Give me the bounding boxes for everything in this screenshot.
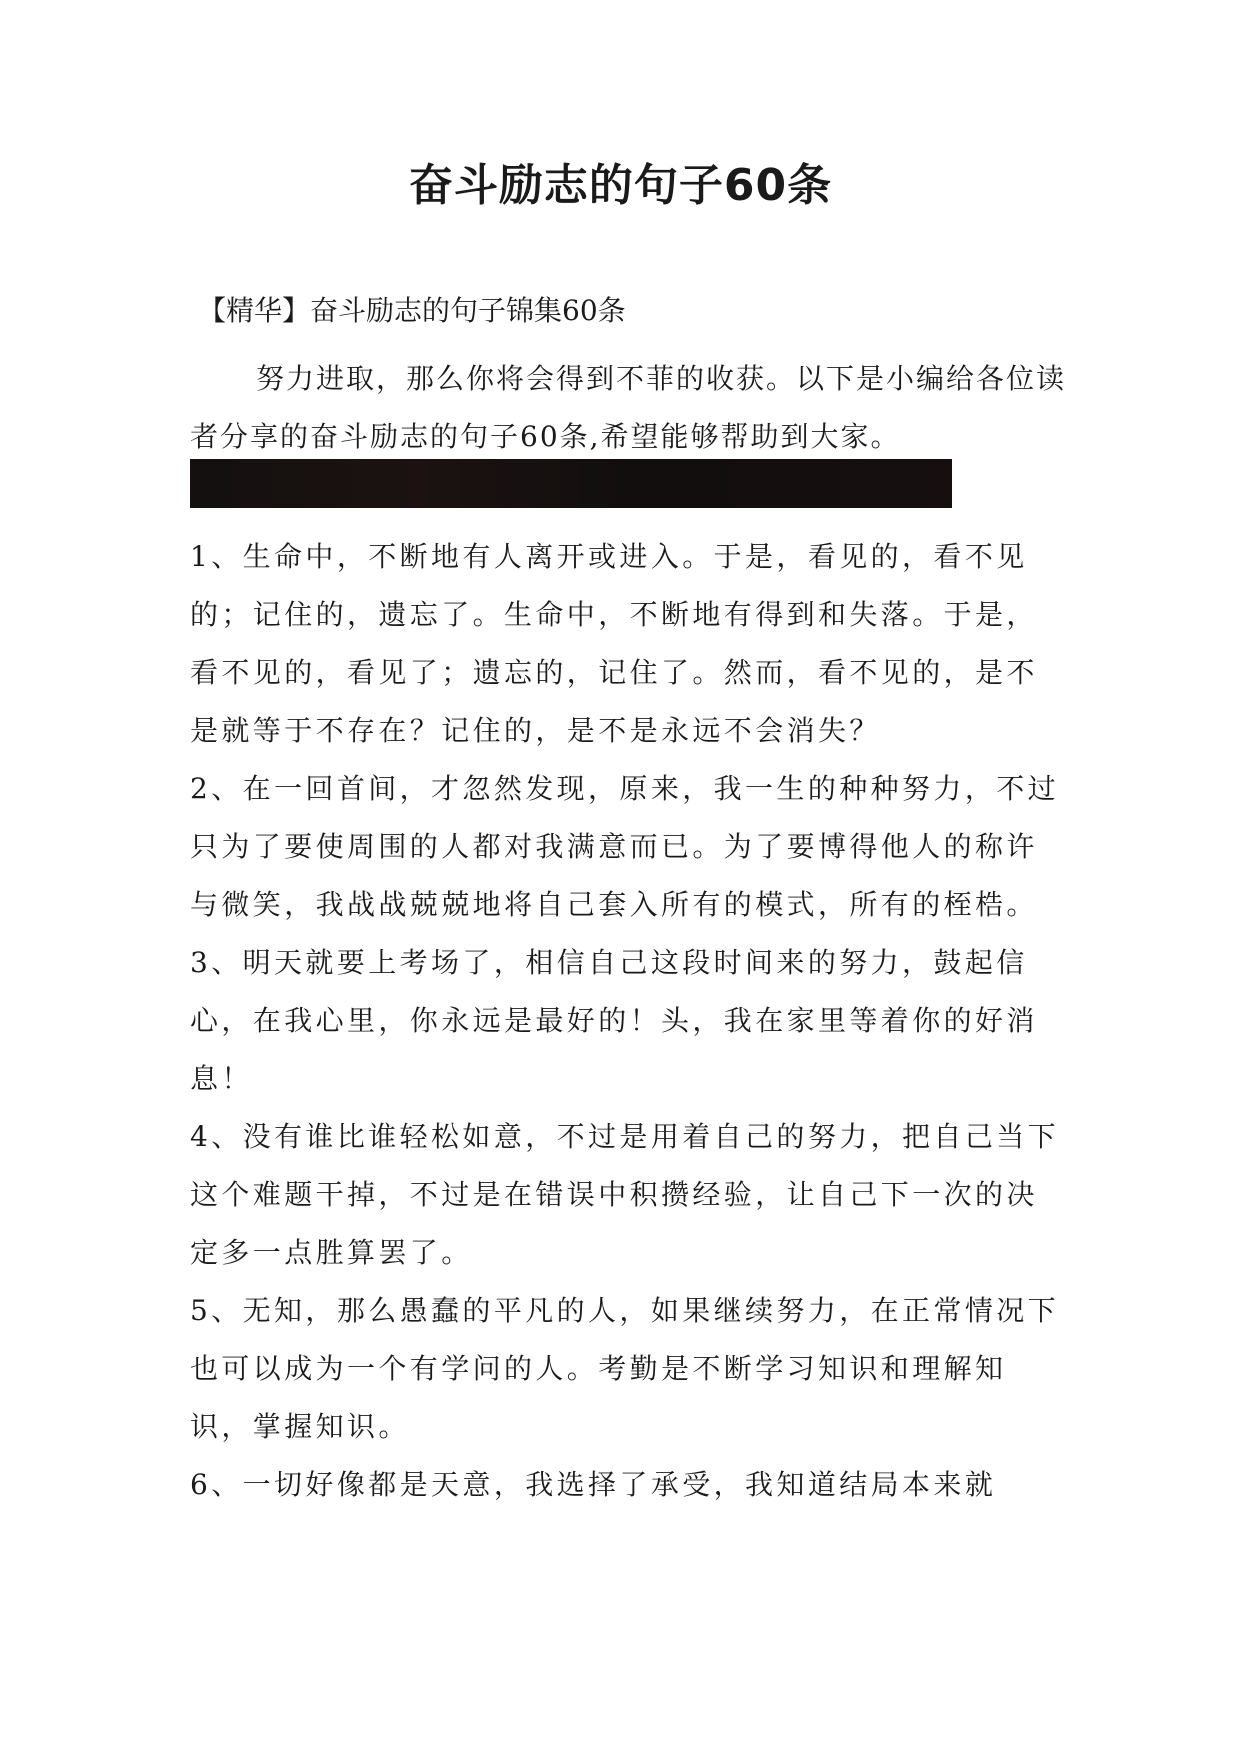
intro-paragraph: 努力进取，那么你将会得到不菲的收获。以下是小编给各位读者分享的奋斗励志的句子60条,希望能够帮助到大家。: [190, 362, 1067, 453]
list-item: 4、没有谁比谁轻松如意，不过是用着自己的努力，把自己当下这个难题干掉，不过是在错误中积攒经验，让自己下一次的决定多一点胜算罢了。: [190, 1120, 1060, 1269]
page-title: 奋斗励志的句子60条: [408, 160, 833, 211]
quote-list: [190, 528, 1060, 1514]
document-subtitle: 【精华】奋斗励志的句子锦集60条: [198, 294, 626, 327]
list-item: 5、无知，那么愚蠢的平凡的人，如果继续努力，在正常情况下也可以成为一个有学问的人。考勤是不断学习知识和理解知识，掌握知识。: [190, 1294, 1060, 1443]
list-item: 2、在一回首间，才忽然发现，原来，我一生的种种努力，不过只为了要使周围的人都对我满意而已。为了要博得他人的称许与微笑，我战战兢兢地将自己套入所有的模式，所有的桎梏。: [190, 772, 1060, 921]
list-item: 3、明天就要上考场了，相信自己这段时间来的努力，鼓起信心，在我心里，你永远是最好的！头，我在家里等着你的好消息！: [190, 946, 1038, 1095]
list-item: 6、一切好像都是天意，我选择了承受，我知道结局本来就: [190, 1468, 997, 1501]
list-item: 1、生命中，不断地有人离开或进入。于是，看见的，看不见的；记住的，遗忘了。生命中，不断地有得到和失落。于是，看不见的，看见了；遗忘的，记住了。然而，看不见的，是不是就等于不存在？记住的，是不是永远不会消失？: [190, 540, 1038, 747]
redaction-bar: [190, 459, 952, 508]
